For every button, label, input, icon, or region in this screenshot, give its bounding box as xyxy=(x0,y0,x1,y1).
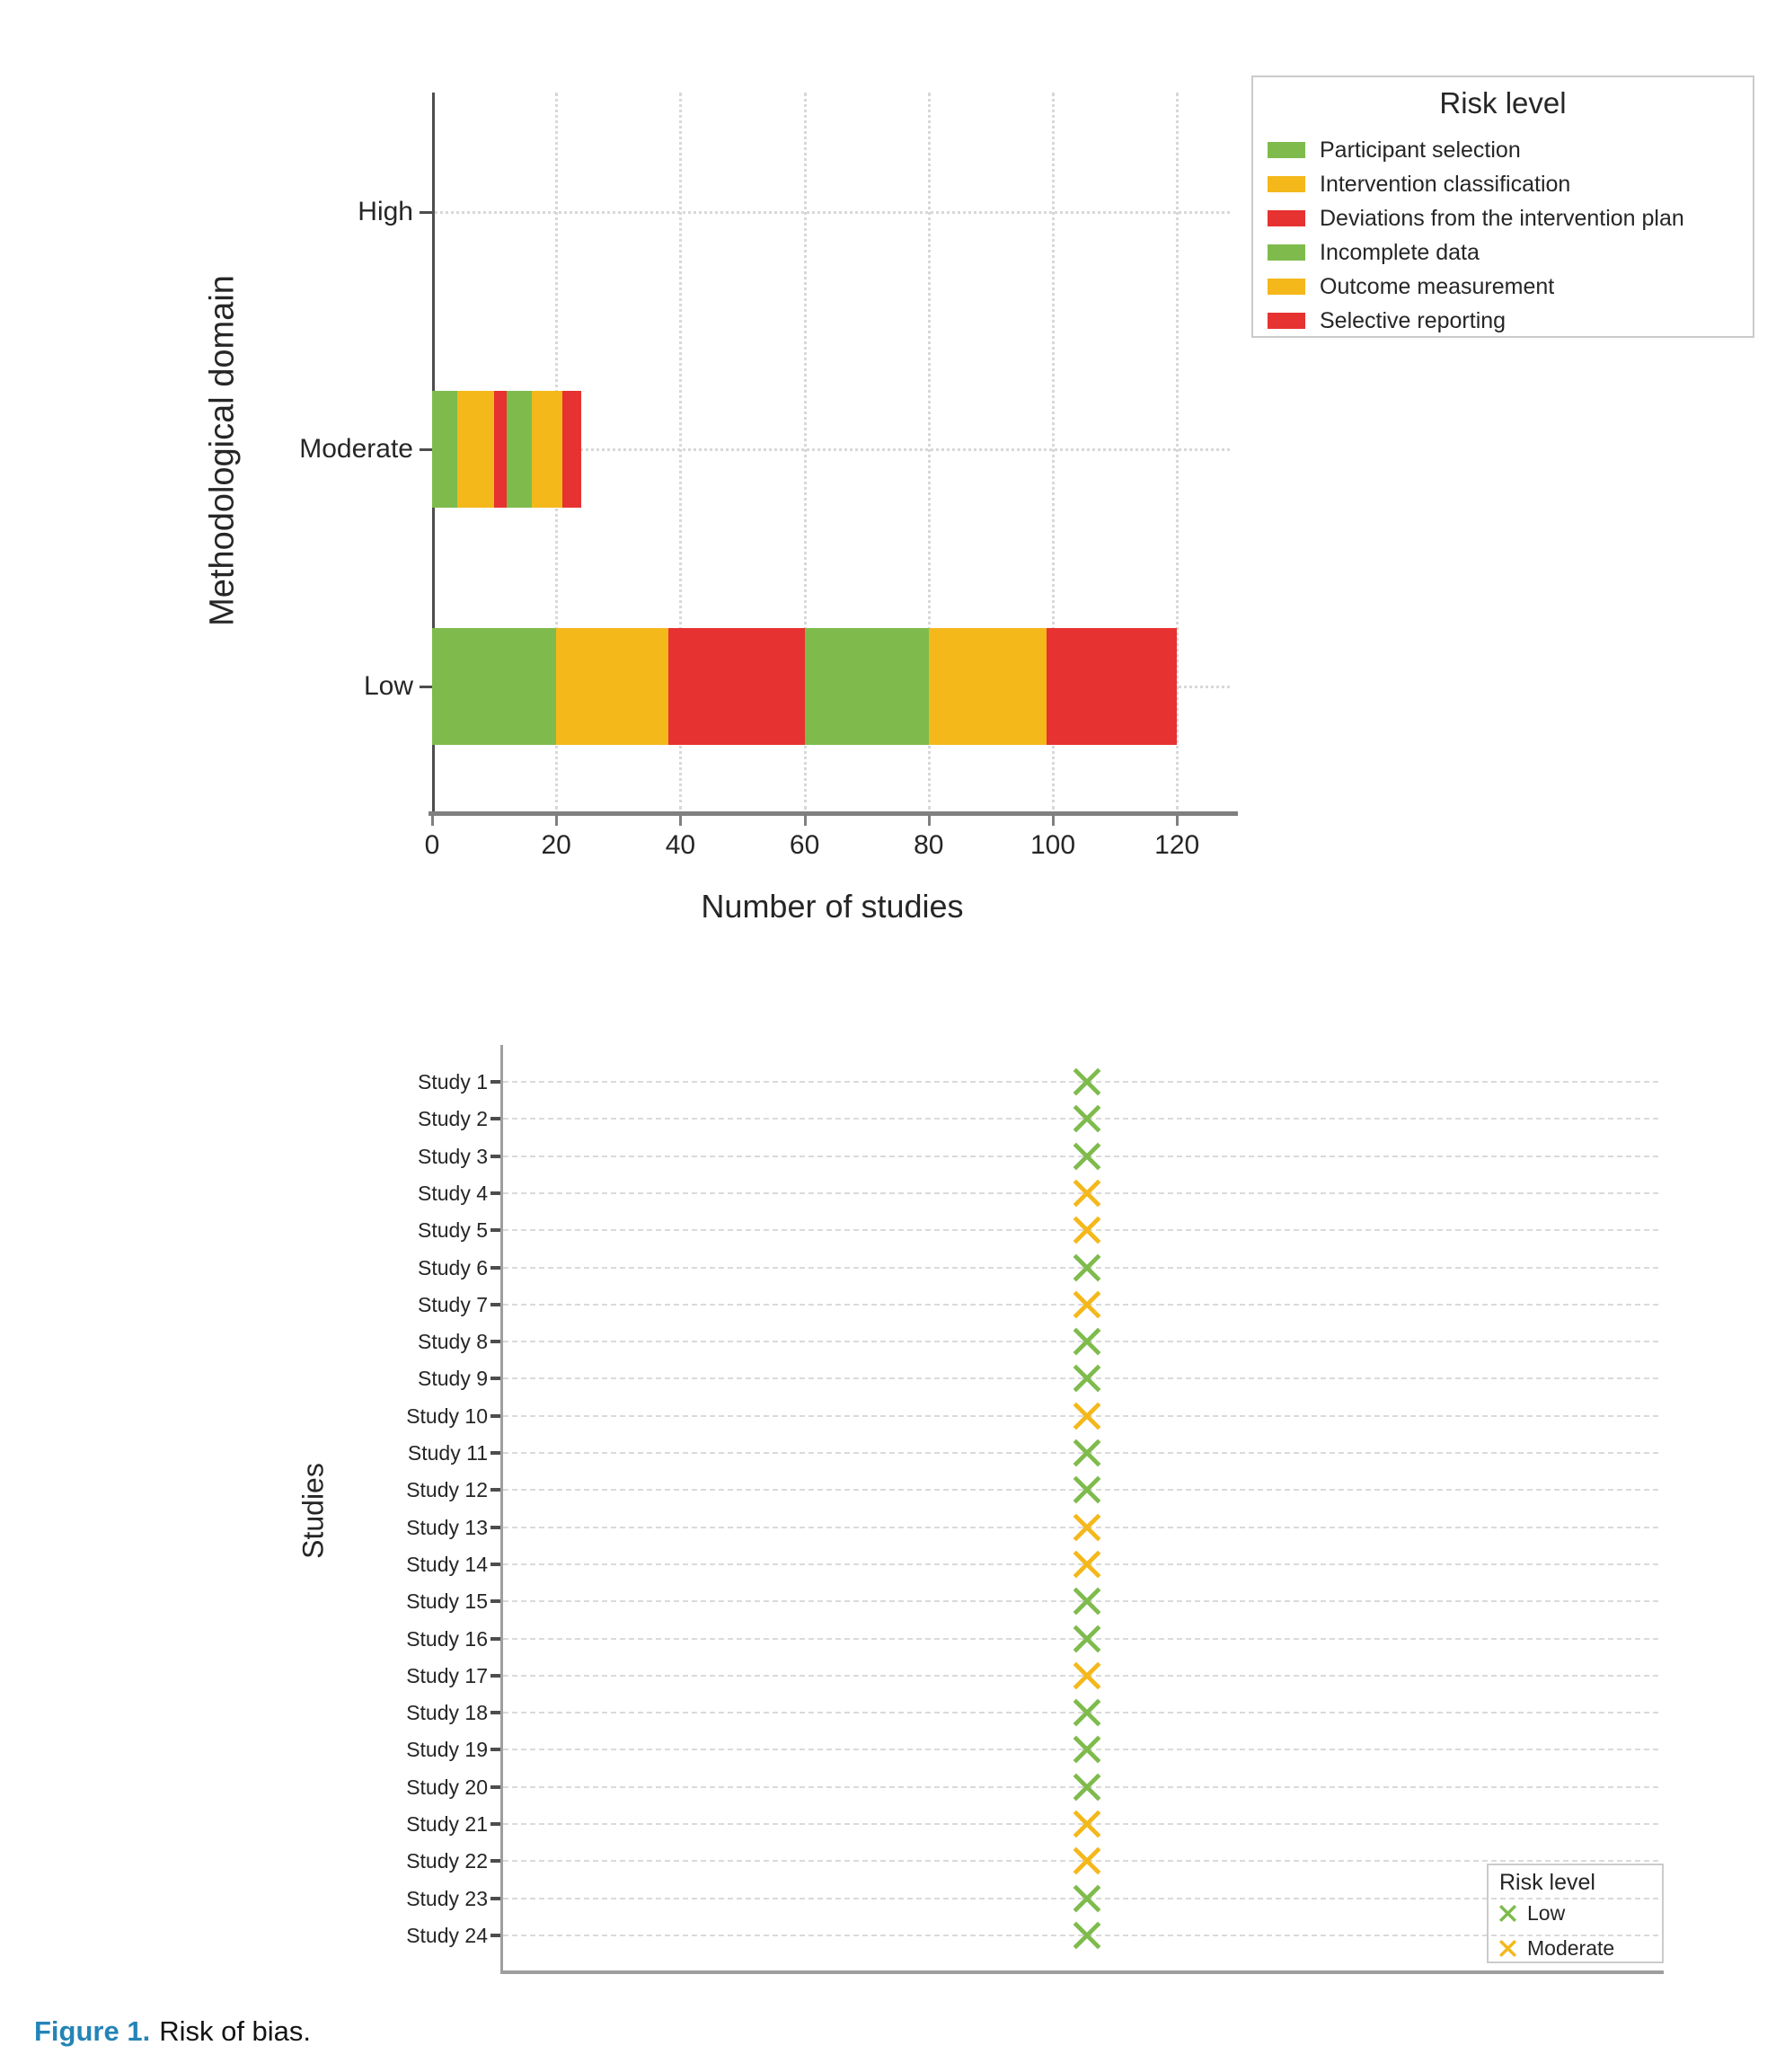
y-axis-title: Methodological domain xyxy=(203,275,242,626)
study-label: Study 19 xyxy=(406,1738,488,1762)
study-label: Study 6 xyxy=(418,1255,488,1280)
legend-color-swatch xyxy=(1268,176,1305,192)
study-gridline xyxy=(503,1489,1658,1491)
study-label: Study 5 xyxy=(418,1218,488,1243)
risk-marker-low xyxy=(1070,1918,1104,1952)
legend-item-label: Moderate xyxy=(1527,1936,1615,1960)
legend-title: Risk level xyxy=(1499,1870,1595,1895)
x-tick-mark xyxy=(1176,814,1179,826)
y-tick-mark xyxy=(420,686,432,688)
study-gridline xyxy=(503,1156,1658,1157)
x-gridline xyxy=(679,93,682,810)
x-tick-mark xyxy=(431,814,434,826)
x-gridline xyxy=(1176,93,1179,810)
x-axis-line xyxy=(500,1970,1664,1974)
x-tick-mark xyxy=(679,814,682,826)
legend-item-label: Selective reporting xyxy=(1320,307,1507,333)
risk-marker-low xyxy=(1070,1882,1104,1916)
study-tick-mark xyxy=(490,1526,500,1529)
legend-item xyxy=(1253,270,1753,304)
study-gridline xyxy=(503,1452,1658,1454)
study-label: Study 18 xyxy=(406,1701,488,1725)
legend-color-swatch xyxy=(1268,244,1305,261)
x-tick-label: 120 xyxy=(1154,830,1200,860)
study-gridline xyxy=(503,1563,1658,1565)
x-marker-icon xyxy=(1070,1844,1104,1878)
study-tick-mark xyxy=(490,1748,500,1751)
bar-segment-incomplete-data xyxy=(507,391,532,508)
x-tick-label: 40 xyxy=(665,830,696,860)
x-marker-icon xyxy=(1070,1324,1104,1359)
legend-item xyxy=(1253,133,1753,167)
risk-marker-moderate xyxy=(1070,1176,1104,1210)
x-marker-icon xyxy=(1070,1918,1104,1952)
study-gridline xyxy=(503,1823,1658,1825)
risk-marker-low xyxy=(1070,1436,1104,1470)
x-marker-icon xyxy=(1070,1213,1104,1247)
study-tick-mark xyxy=(490,1711,500,1714)
legend-item xyxy=(1253,201,1753,235)
x-axis-title: Number of studies xyxy=(701,888,964,925)
study-gridline xyxy=(503,1638,1658,1640)
x-axis-line xyxy=(429,811,1238,816)
bar-segment-deviations-from-the-intervention-plan xyxy=(668,628,805,745)
y-tick-label: Moderate xyxy=(299,434,413,464)
x-marker-icon xyxy=(1070,1288,1104,1322)
study-label: Study 13 xyxy=(406,1515,488,1539)
study-gridline xyxy=(503,1081,1658,1083)
study-tick-mark xyxy=(490,1785,500,1789)
risk-marker-low xyxy=(1070,1584,1104,1618)
study-label: Study 12 xyxy=(406,1478,488,1502)
study-gridline xyxy=(503,1600,1658,1602)
x-marker-icon xyxy=(1070,1584,1104,1618)
bar-segment-participant-selection xyxy=(432,628,556,745)
study-label: Study 4 xyxy=(418,1181,488,1205)
bar-segment-intervention-classification xyxy=(556,628,667,745)
caption-text: Risk of bias. xyxy=(159,2015,312,2047)
x-marker-icon xyxy=(1070,1807,1104,1841)
study-label: Study 2 xyxy=(418,1107,488,1131)
study-tick-mark xyxy=(490,1377,500,1380)
x-tick-mark xyxy=(928,814,931,826)
y-axis-line xyxy=(432,93,435,813)
legend-item xyxy=(1253,304,1753,338)
legend-item-label: Deviations from the intervention plan xyxy=(1320,205,1684,231)
study-tick-mark xyxy=(490,1897,500,1900)
risk-level-legend xyxy=(1251,75,1754,338)
study-label: Study 9 xyxy=(418,1367,488,1391)
x-gridline xyxy=(928,93,931,810)
y-tick-mark xyxy=(420,211,432,214)
study-tick-mark xyxy=(490,1155,500,1158)
x-tick-label: 80 xyxy=(914,830,944,860)
legend-item xyxy=(1489,1896,1662,1931)
study-tick-mark xyxy=(490,1228,500,1232)
study-tick-mark xyxy=(490,1674,500,1678)
x-marker-icon xyxy=(1070,1102,1104,1136)
study-label: Study 3 xyxy=(418,1144,488,1168)
study-tick-mark xyxy=(490,1266,500,1270)
legend-color-swatch xyxy=(1268,313,1305,329)
study-gridline xyxy=(503,1749,1658,1750)
legend-color-swatch xyxy=(1268,279,1305,295)
study-label: Study 23 xyxy=(406,1886,488,1910)
bar-segment-participant-selection xyxy=(432,391,457,508)
risk-marker-low xyxy=(1070,1770,1104,1804)
risk-marker-moderate xyxy=(1070,1399,1104,1433)
x-gridline xyxy=(1052,93,1055,810)
study-tick-mark xyxy=(490,1414,500,1418)
x-tick-mark xyxy=(1052,814,1055,826)
study-gridline xyxy=(503,1267,1658,1269)
study-tick-mark xyxy=(490,1191,500,1195)
study-tick-mark xyxy=(490,1117,500,1120)
study-tick-mark xyxy=(490,1488,500,1492)
x-marker-icon xyxy=(1498,1903,1518,1924)
x-marker-icon xyxy=(1070,1251,1104,1285)
risk-marker-low xyxy=(1070,1473,1104,1507)
x-marker-icon xyxy=(1070,1176,1104,1210)
study-gridline xyxy=(503,1304,1658,1306)
study-gridline xyxy=(503,1786,1658,1788)
x-marker-icon xyxy=(1070,1732,1104,1767)
risk-marker-moderate xyxy=(1070,1807,1104,1841)
legend-color-swatch xyxy=(1268,142,1305,158)
x-marker-icon xyxy=(1070,1436,1104,1470)
x-marker-icon xyxy=(1498,1938,1518,1959)
bar-segment-deviations-from-the-intervention-plan xyxy=(494,391,507,508)
study-gridline xyxy=(503,1415,1658,1417)
study-gridline xyxy=(503,1675,1658,1677)
risk-marker-moderate xyxy=(1070,1547,1104,1581)
x-tick-label: 60 xyxy=(789,830,820,860)
figure-number: Figure 1. xyxy=(34,2015,151,2047)
study-label: Study 17 xyxy=(406,1663,488,1687)
bar-segment-selective-reporting xyxy=(562,391,581,508)
x-marker-icon xyxy=(1070,1622,1104,1656)
study-label: Study 8 xyxy=(418,1330,488,1354)
risk-level-legend-small xyxy=(1487,1864,1664,1963)
x-marker-icon xyxy=(1070,1473,1104,1507)
study-tick-mark xyxy=(490,1934,500,1937)
bar-segment-outcome-measurement xyxy=(532,391,563,508)
legend-item-label: Low xyxy=(1527,1901,1566,1925)
risk-marker-moderate xyxy=(1070,1844,1104,1878)
x-tick-mark xyxy=(804,814,807,826)
x-tick-label: 0 xyxy=(424,830,440,860)
study-gridline xyxy=(503,1712,1658,1713)
x-marker-icon xyxy=(1070,1065,1104,1099)
y-gridline xyxy=(435,448,1230,451)
study-gridline xyxy=(503,1898,1658,1899)
x-marker-icon xyxy=(1070,1399,1104,1433)
y-gridline xyxy=(435,211,1230,214)
risk-marker-low xyxy=(1070,1732,1104,1767)
figure-caption xyxy=(34,2015,311,2048)
study-gridline xyxy=(503,1229,1658,1231)
study-gridline xyxy=(503,1341,1658,1342)
legend-item xyxy=(1253,235,1753,270)
legend-items xyxy=(1253,133,1753,338)
study-label: Study 24 xyxy=(406,1923,488,1947)
study-tick-mark xyxy=(490,1599,500,1603)
study-tick-mark xyxy=(490,1637,500,1641)
study-tick-mark xyxy=(490,1340,500,1343)
legend-item-label: Incomplete data xyxy=(1320,239,1480,265)
study-tick-mark xyxy=(490,1822,500,1826)
x-tick-label: 20 xyxy=(541,830,571,860)
x-marker-icon xyxy=(1070,1510,1104,1545)
study-label: Study 21 xyxy=(406,1812,488,1836)
risk-marker-low xyxy=(1070,1622,1104,1656)
y-tick-label: High xyxy=(358,197,413,226)
y-tick-label: Low xyxy=(363,671,413,701)
risk-marker-low xyxy=(1070,1696,1104,1730)
x-gridline xyxy=(555,93,558,810)
study-tick-mark xyxy=(490,1859,500,1863)
bar-plot-area xyxy=(432,93,1233,813)
study-gridline xyxy=(503,1377,1658,1379)
study-label: Study 15 xyxy=(406,1589,488,1614)
y-axis-title: Studies xyxy=(296,1463,330,1559)
x-marker-icon xyxy=(1070,1547,1104,1581)
legend-item xyxy=(1253,167,1753,201)
x-marker-icon xyxy=(1070,1882,1104,1916)
legend-item-label: Intervention classification xyxy=(1320,171,1571,197)
risk-marker-low xyxy=(1070,1139,1104,1173)
study-label: Study 14 xyxy=(406,1552,488,1576)
risk-marker-moderate xyxy=(1070,1510,1104,1545)
study-gridline xyxy=(503,1860,1658,1862)
study-label: Study 20 xyxy=(406,1775,488,1799)
study-label: Study 22 xyxy=(406,1849,488,1873)
study-gridline xyxy=(503,1935,1658,1936)
study-tick-mark xyxy=(490,1451,500,1455)
y-tick-mark xyxy=(420,448,432,451)
study-label: Study 16 xyxy=(406,1626,488,1651)
risk-marker-low xyxy=(1070,1251,1104,1285)
y-axis-line xyxy=(500,1045,503,1974)
study-tick-mark xyxy=(490,1303,500,1306)
legend-item-label: Outcome measurement xyxy=(1320,273,1555,299)
study-gridline xyxy=(503,1527,1658,1528)
study-tick-mark xyxy=(490,1563,500,1566)
x-marker-icon xyxy=(1070,1770,1104,1804)
risk-marker-low xyxy=(1070,1102,1104,1136)
bar-segment-intervention-classification xyxy=(457,391,494,508)
risk-marker-low xyxy=(1070,1324,1104,1359)
study-gridline xyxy=(503,1118,1658,1120)
risk-marker-moderate xyxy=(1070,1288,1104,1322)
risk-marker-moderate xyxy=(1070,1659,1104,1693)
risk-marker-moderate xyxy=(1070,1213,1104,1247)
scatter-plot-area xyxy=(500,1045,1664,1974)
x-gridline xyxy=(804,93,807,810)
x-marker-icon xyxy=(1070,1361,1104,1395)
study-label: Study 1 xyxy=(418,1070,488,1094)
legend-item xyxy=(1489,1931,1662,1966)
study-gridline xyxy=(503,1192,1658,1194)
legend-items xyxy=(1489,1896,1662,1966)
study-label: Study 7 xyxy=(418,1292,488,1316)
bar-segment-incomplete-data xyxy=(805,628,929,745)
bar-segment-outcome-measurement xyxy=(929,628,1047,745)
x-marker-icon xyxy=(1070,1696,1104,1730)
study-tick-mark xyxy=(490,1080,500,1084)
risk-marker-low xyxy=(1070,1361,1104,1395)
legend-item-label: Participant selection xyxy=(1320,137,1521,163)
risk-marker-low xyxy=(1070,1065,1104,1099)
study-label: Study 11 xyxy=(407,1441,488,1465)
x-tick-label: 100 xyxy=(1029,830,1076,860)
x-tick-mark xyxy=(555,814,558,826)
x-marker-icon xyxy=(1070,1659,1104,1693)
legend-color-swatch xyxy=(1268,210,1305,226)
bar-segment-selective-reporting xyxy=(1047,628,1177,745)
y-gridline xyxy=(435,686,1230,688)
x-marker-icon xyxy=(1070,1139,1104,1173)
study-label: Study 10 xyxy=(406,1403,488,1428)
legend-title: Risk level xyxy=(1439,86,1567,120)
